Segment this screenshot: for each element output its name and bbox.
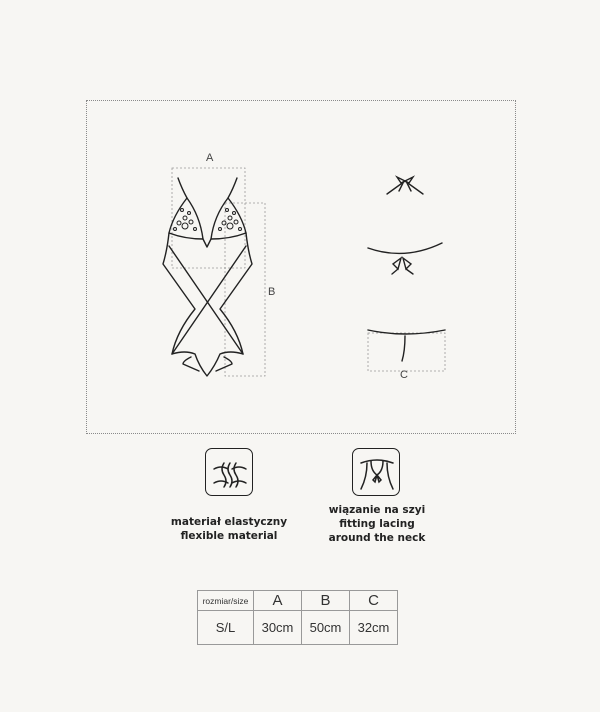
table-row — [198, 611, 398, 645]
bodysuit-outline — [163, 178, 252, 376]
header-b: B — [302, 591, 350, 611]
dimension-c-label: C — [400, 369, 408, 381]
feature-neck-lacing: wiązanie na szyi fitting lacing around the neck — [328, 504, 426, 544]
header-a: A — [254, 591, 302, 611]
size-table — [197, 590, 398, 645]
garment-line-drawing — [87, 101, 517, 435]
dimension-b-label: B — [268, 286, 276, 298]
wavy-lines-icon — [205, 448, 253, 496]
neck-lacing-icon — [352, 448, 400, 496]
neck-bow-drawing — [387, 177, 423, 194]
row-b: 50cm — [302, 611, 350, 645]
row-size: S/L — [198, 611, 254, 645]
header-c: C — [350, 591, 398, 611]
row-c: 32cm — [350, 611, 398, 645]
feature-flexible-material: materiał elastyczny flexible material — [170, 516, 288, 542]
waist-tie-drawing — [368, 243, 442, 274]
product-diagram-frame — [86, 100, 516, 434]
lace-detail — [174, 209, 242, 231]
row-a: 30cm — [254, 611, 302, 645]
thong-drawing — [368, 330, 445, 361]
size-table-header — [198, 591, 398, 611]
dimension-c-box — [368, 333, 445, 371]
dimension-a-label: A — [206, 152, 214, 164]
header-size: rozmiar/size — [198, 591, 254, 611]
